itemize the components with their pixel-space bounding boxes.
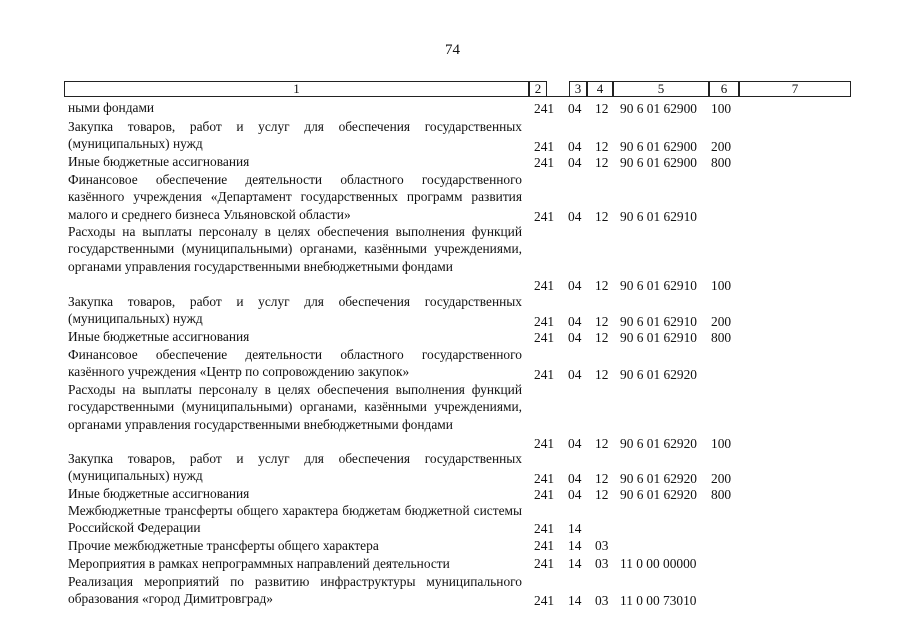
row-description: Межбюджетные трансферты общего характера бюджетам бюджетной системы Российской Федерации [68, 503, 522, 536]
row-code-pr: 12 [595, 278, 609, 293]
row-code-csr: 90 6 01 62900 [620, 101, 697, 116]
row-description: Закупка товаров, работ и услуг для обеспечения государственных (муниципальных) нужд [68, 294, 522, 327]
row-code-csr: 90 6 01 62910 [620, 330, 697, 345]
table-row [0, 485, 905, 503]
row-code-csr: 90 6 01 62920 [620, 436, 697, 451]
row-code-g: 241 [534, 471, 555, 486]
table-row [0, 450, 905, 485]
row-code-pr: 12 [595, 436, 609, 451]
table-row [0, 328, 905, 346]
row-code-g: 241 [534, 556, 555, 571]
row-code-pr: 12 [595, 471, 609, 486]
header-col-7: 7 [739, 81, 851, 97]
row-description: Иные бюджетные ассигнования [68, 154, 250, 169]
row-code-pr: 12 [595, 139, 609, 154]
row-description: Расходы на выплаты персоналу в целях обеспечения выполнения функций государственными (муниципальными) органами, казёнными учреждениями, органами управления государственными внебюджетными фондами [68, 224, 522, 274]
row-description: Расходы на выплаты персоналу в целях обеспечения выполнения функций государственными (муниципальными) органами, казёнными учреждениями, органами управления государственными внебюджетными фондами [68, 382, 522, 432]
row-description: Иные бюджетные ассигнования [68, 329, 250, 344]
row-code-pr: 03 [595, 556, 609, 571]
table-row [0, 502, 905, 537]
row-code-g: 241 [534, 101, 555, 116]
row-code-csr: 90 6 01 62920 [620, 487, 697, 502]
row-code-rz: 04 [568, 436, 582, 451]
header-col-4: 4 [587, 81, 613, 97]
table-row [0, 346, 905, 381]
row-code-pr: 12 [595, 487, 609, 502]
row-code-g: 241 [534, 209, 555, 224]
header-col-6: 6 [709, 81, 739, 97]
table-row [0, 555, 905, 573]
row-code-g: 241 [534, 367, 555, 382]
row-code-rz: 14 [568, 538, 582, 553]
row-code-pr: 12 [595, 367, 609, 382]
row-code-pr: 12 [595, 330, 609, 345]
page-number: 74 [445, 42, 460, 58]
table-row [0, 573, 905, 608]
row-code-vr: 100 [711, 278, 732, 293]
row-code-pr: 12 [595, 314, 609, 329]
row-code-g: 241 [534, 593, 555, 608]
row-code-g: 241 [534, 314, 555, 329]
table-row [0, 381, 905, 451]
row-code-pr: 12 [595, 209, 609, 224]
row-code-csr: 90 6 01 62910 [620, 278, 697, 293]
row-code-vr: 800 [711, 330, 732, 345]
table-row [0, 153, 905, 171]
row-code-g: 241 [534, 436, 555, 451]
row-code-csr: 11 0 00 00000 [620, 556, 697, 571]
row-code-g: 241 [534, 487, 555, 502]
header-col-1: 1 [64, 81, 529, 97]
row-code-vr: 100 [711, 101, 732, 116]
row-description: Мероприятия в рамках непрограммных направлений деятельности [68, 556, 450, 571]
row-code-pr: 12 [595, 155, 609, 170]
header-gap [547, 81, 569, 97]
table-row [0, 223, 905, 293]
row-code-csr: 90 6 01 62910 [620, 314, 697, 329]
header-col-2: 2 [529, 81, 547, 97]
row-code-csr: 90 6 01 62920 [620, 471, 697, 486]
row-code-rz: 14 [568, 593, 582, 608]
row-code-g: 241 [534, 155, 555, 170]
row-code-pr: 12 [595, 101, 609, 116]
table-row [0, 99, 905, 117]
row-description: Закупка товаров, работ и услуг для обеспечения государственных (муниципальных) нужд [68, 119, 522, 152]
row-code-vr: 200 [711, 471, 732, 486]
row-code-g: 241 [534, 330, 555, 345]
row-code-pr: 03 [595, 593, 609, 608]
row-code-g: 241 [534, 538, 555, 553]
header-col-5: 5 [613, 81, 709, 97]
row-code-vr: 200 [711, 314, 732, 329]
header-col-3: 3 [569, 81, 587, 97]
row-code-rz: 04 [568, 155, 582, 170]
row-code-rz: 04 [568, 314, 582, 329]
row-code-rz: 04 [568, 139, 582, 154]
table-row [0, 171, 905, 223]
row-code-vr: 100 [711, 436, 732, 451]
row-code-rz: 04 [568, 487, 582, 502]
row-code-csr: 11 0 00 73010 [620, 593, 697, 608]
row-code-rz: 04 [568, 330, 582, 345]
row-description: Реализация мероприятий по развитию инфраструктуры муниципального образования «город Димитровград» [68, 574, 522, 607]
table-row [0, 537, 905, 555]
row-code-vr: 200 [711, 139, 732, 154]
row-code-rz: 04 [568, 209, 582, 224]
table-row [0, 293, 905, 328]
row-code-csr: 90 6 01 62920 [620, 367, 697, 382]
row-description: Финансовое обеспечение деятельности областного государственного казённого учреждения «Центр по сопровождению закупок» [68, 347, 522, 380]
row-code-g: 241 [534, 139, 555, 154]
row-description: ными фондами [68, 100, 155, 115]
row-code-csr: 90 6 01 62900 [620, 139, 697, 154]
row-description: Прочие межбюджетные трансферты общего характера [68, 538, 379, 553]
row-code-rz: 04 [568, 101, 582, 116]
row-code-vr: 800 [711, 487, 732, 502]
row-code-g: 241 [534, 521, 555, 536]
table-row [0, 118, 905, 153]
row-description: Финансовое обеспечение деятельности областного государственного казённого учреждения «Департамент государственных программ развития малого и среднего бизнеса Ульяновской области» [68, 172, 522, 222]
row-code-rz: 04 [568, 278, 582, 293]
row-code-rz: 14 [568, 521, 582, 536]
row-code-g: 241 [534, 278, 555, 293]
row-code-rz: 14 [568, 556, 582, 571]
row-code-pr: 03 [595, 538, 609, 553]
row-code-rz: 04 [568, 367, 582, 382]
row-code-vr: 800 [711, 155, 732, 170]
row-description: Иные бюджетные ассигнования [68, 486, 250, 501]
row-description: Закупка товаров, работ и услуг для обеспечения государственных (муниципальных) нужд [68, 451, 522, 484]
row-code-rz: 04 [568, 471, 582, 486]
row-code-csr: 90 6 01 62900 [620, 155, 697, 170]
row-code-csr: 90 6 01 62910 [620, 209, 697, 224]
